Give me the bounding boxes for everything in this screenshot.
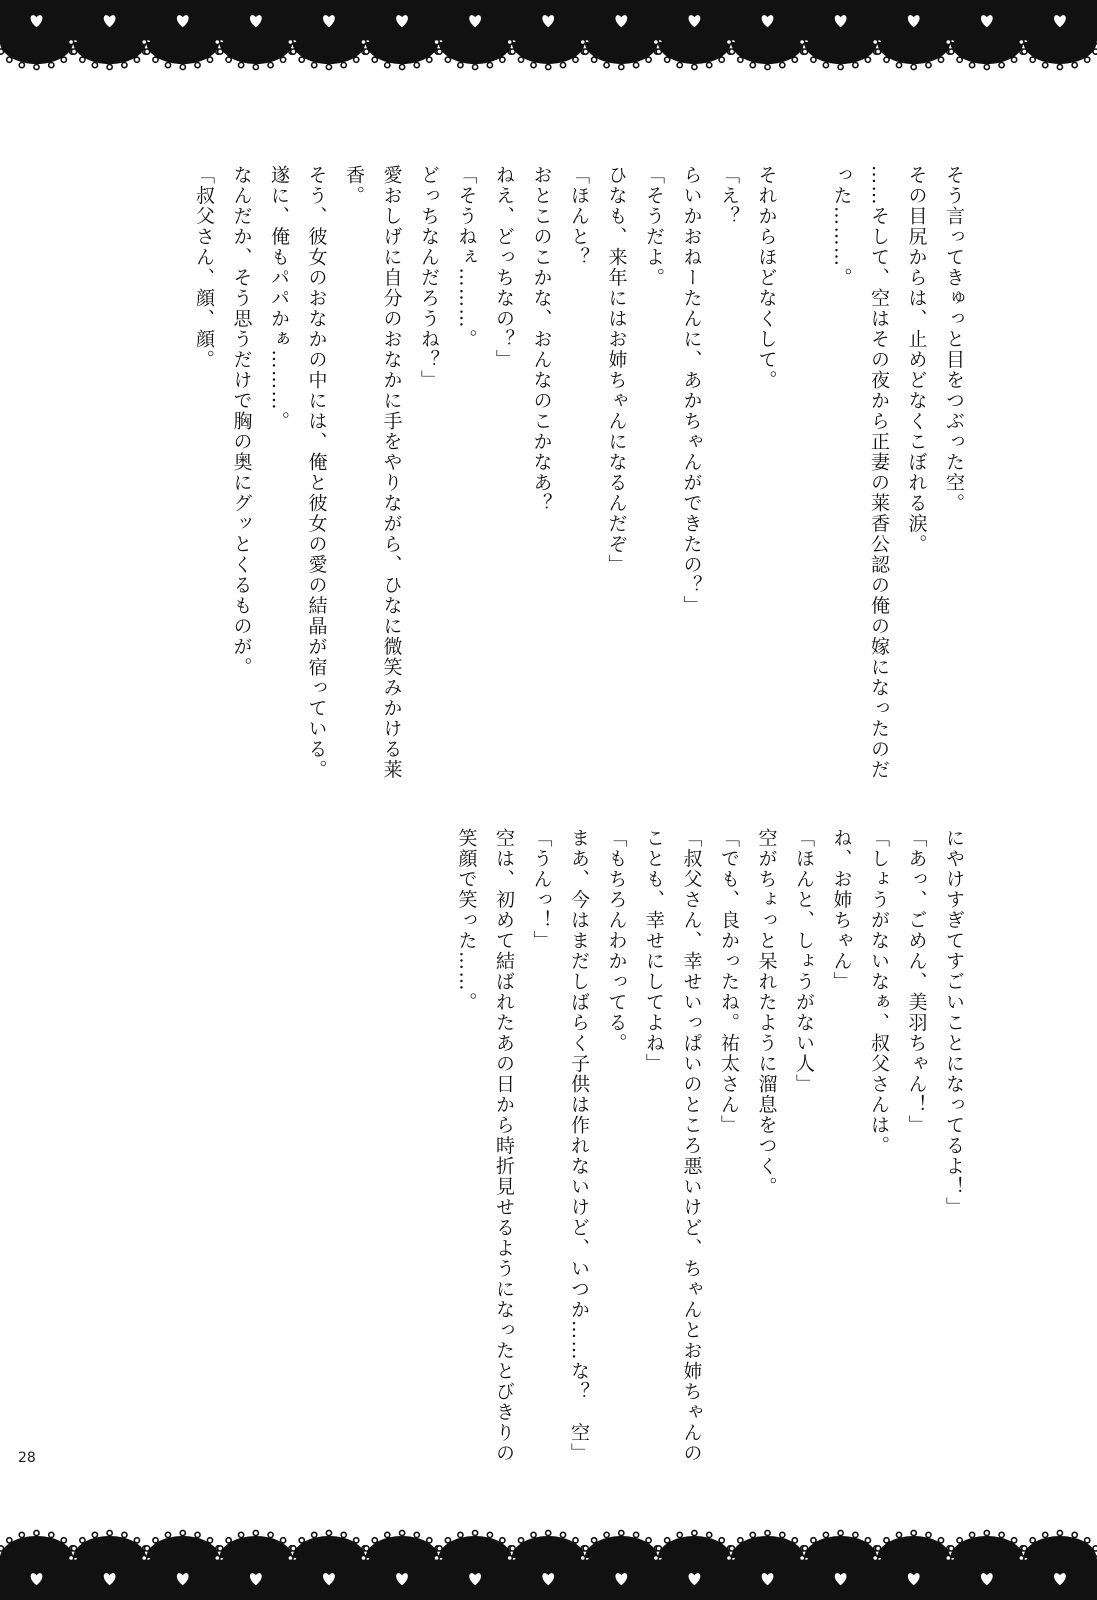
lace-bead [1022,49,1027,54]
lace-bead [71,1546,76,1551]
lace-bead [122,63,127,68]
lace-bead [458,63,463,68]
lace-bead [414,1532,419,1537]
lace-bead [427,57,432,62]
lace-bead [604,63,609,68]
lace-bead [800,39,805,44]
lace-bead [434,1555,439,1560]
lace-bead [142,1555,147,1560]
lace-bead [326,1530,331,1535]
lace-bead [0,1546,3,1551]
text-line: 遂に、俺もパパかぁ………。 [268,165,290,432]
lace-bead [646,57,651,62]
scallop-row [0,39,1097,69]
lace-bead [268,63,273,68]
lace-bead [926,1532,931,1537]
text-line: なんだか、そう思うだけで胸の奥にグッとくるものが。 [230,165,253,678]
lace-bead [487,63,492,68]
lace-bead [215,1555,220,1560]
lace-bead [207,57,212,62]
lace-bead [583,1546,588,1551]
lace-bead [268,1532,273,1537]
text-line: ね、お姉ちゃん」 [830,828,853,992]
lace-bead [738,1538,743,1543]
lace-bead [239,1532,244,1537]
text-line: 空がちょっと呆れたように溜息をつく。 [755,828,778,1197]
lace-bead [634,1532,639,1537]
lace-bead [580,1555,585,1560]
lace-bead [949,1546,954,1551]
lace-bead [92,63,97,68]
lace-bead [738,57,743,62]
lace-bead [487,1532,492,1537]
lace-bead [288,39,293,44]
lace-bead [445,1538,450,1543]
lace-bead [719,1538,724,1543]
lace-bead [122,1532,127,1537]
text-line: 「しょうがないなぁ、叔父さんは。 [868,828,890,1156]
lace-bead [1019,39,1024,44]
lace-bead [1030,57,1035,62]
lace-bead [838,1530,843,1535]
lace-bead [107,64,112,69]
text-line: 香。 [343,165,365,206]
lace-bead [207,1538,212,1543]
text-line: 愛おしげに自分のおなかに手をやりながら、ひなに微笑みかける莱 [380,165,403,780]
lace-bead [677,1532,682,1537]
lace-bead [361,39,366,44]
text-line: ねえ、どっちなの？」 [493,165,515,370]
text-line: った………。 [830,165,853,288]
lace-bead [634,63,639,68]
lace-bead [949,49,954,54]
lace-bead [811,57,816,62]
lace-bead [780,63,785,68]
lace-bead [546,64,551,69]
lace-bead [1057,64,1062,69]
lace-bead [34,64,39,69]
lace-bead [354,57,359,62]
text-line: まあ、今はまだしばらく子供は作れないけど、いつか……な？ 空」 [568,828,590,1464]
lace-bead [218,1546,223,1551]
text-line: 「叔父さん、幸せいっぱいのところ悪いけど、ちゃんとお姉ちゃんの [680,828,703,1464]
lace-bead [288,1555,293,1560]
lace-bead [865,57,870,62]
lace-bead [7,1538,12,1543]
text-line: にやけすぎてすごいことになってるよ！」 [943,828,965,1218]
lace-bead [0,49,3,54]
lace-bead [145,49,150,54]
lace-bead [49,63,54,68]
text-line: そう、彼女のおなかの中には、俺と彼女の愛の結晶が宿っている。 [305,165,328,780]
lace-bead [364,49,369,54]
lace-bead [165,63,170,68]
lace-bead [92,1532,97,1537]
lace-bead [226,57,231,62]
lace-bead [473,64,478,69]
lace-bead [253,64,258,69]
lace-bead [0,1555,1,1560]
bottom-lace-border [0,1520,1097,1600]
text-line: 「あっ、ごめん、美羽ちゃん！」 [905,828,928,1136]
lace-bead [71,49,76,54]
lace-bead [838,64,843,69]
lace-bead [69,39,74,44]
lace-bead [385,1532,390,1537]
lace-bead [692,1530,697,1535]
lace-bead [134,1538,139,1543]
lace-bead [500,1538,505,1543]
lace-bead [180,1530,185,1535]
lace-bead [312,1532,317,1537]
lace-bead [195,63,200,68]
lace-bead [507,39,512,44]
lace-bead [750,63,755,68]
lace-bead [445,57,450,62]
text-line: それからほどなくして。 [755,165,778,391]
lace-bead [780,1532,785,1537]
lace-bead [80,57,85,62]
lace-bead [1012,57,1017,62]
page-number: 28 [18,1450,36,1466]
lace-bead [518,57,523,62]
lace-bead [719,57,724,62]
lace-bead [1085,1538,1090,1543]
lace-bead [364,1546,369,1551]
lace-bead [372,57,377,62]
lace-bead [354,1538,359,1543]
lace-bead [1043,1532,1048,1537]
text-line: ひなも、来年にはお姉ちゃんになるんだぞ」 [605,165,628,575]
lace-bead [434,39,439,44]
lace-bead [195,1532,200,1537]
lace-bead [729,49,734,54]
lace-bead [400,1530,405,1535]
lace-bead [473,1530,478,1535]
text-line: どっちなんだろうね？」 [418,165,440,391]
text-line: 「え？ [718,165,740,227]
lace-bead [437,49,442,54]
lace-bead [911,64,916,69]
lace-bead [619,64,624,69]
lace-bead [142,39,147,44]
lace-bead [957,1538,962,1543]
lace-bead [1072,63,1077,68]
text-line [785,165,823,775]
scallop-row [0,1530,1097,1560]
lace-bead [999,1532,1004,1537]
lace-bead [61,57,66,62]
lace-bead [531,63,536,68]
lace-bead [215,39,220,44]
lace-bead [677,63,682,68]
text-line: 「でも、良かったね。祐太さん」 [718,828,740,1136]
lace-bead [0,39,1,44]
lace-bead [226,1538,231,1543]
lace-bead [19,63,24,68]
lace-bead [518,1538,523,1543]
lace-bead [802,1546,807,1551]
lace-bead [372,1538,377,1543]
lace-bead [646,1538,651,1543]
lace-bead [946,39,951,44]
lace-bead [984,64,989,69]
lace-bead [341,63,346,68]
text-line: ことも、幸せにしてよね」 [643,828,665,1074]
lace-bead [510,49,515,54]
lace-bead [61,1538,66,1543]
lace-bead [896,63,901,68]
text-line: 笑顔で笑った……。 [455,828,478,1013]
lace-bead [656,49,661,54]
lace-bead [865,1538,870,1543]
lace-bead [458,1532,463,1537]
lace-bead [653,1555,658,1560]
lace-bead [876,49,881,54]
lace-bead [823,63,828,68]
lace-bead [437,1546,442,1551]
lace-bead [145,1546,150,1551]
lace-bead [884,1538,889,1543]
lace-bead [312,63,317,68]
lace-bead [1043,63,1048,68]
lace-bead [80,1538,85,1543]
text-line: 「もちろんわかってる。 [605,828,628,1054]
lace-bead [750,1532,755,1537]
lace-bead [1057,1530,1062,1535]
lace-bead [802,49,807,54]
lace-bead [729,1546,734,1551]
lace-bead [153,1538,158,1543]
lace-bead [665,57,670,62]
text-line: 「うんっ！」 [530,828,553,951]
lace-bead [427,1538,432,1543]
lace-bead [341,1532,346,1537]
lace-bead [800,1555,805,1560]
lace-bead [811,1538,816,1543]
lace-bead [583,49,588,54]
lace-bead [946,1555,951,1560]
lace-bead [823,1532,828,1537]
lace-bead [34,1530,39,1535]
lace-bead [726,1555,731,1560]
text-line: 「叔父さん、顔、顔。 [193,165,215,370]
lace-bead [1093,1546,1097,1551]
lace-bead [180,64,185,69]
lace-bead [560,1532,565,1537]
lace-bead [1072,1532,1077,1537]
lace-bead [291,1546,296,1551]
lace-bead [560,63,565,68]
lace-bead [291,49,296,54]
lace-bead [361,1555,366,1560]
lace-bead [692,64,697,69]
lace-bead [531,1532,536,1537]
lace-bead [507,1555,512,1560]
lace-bead [896,1532,901,1537]
lace-bead [970,63,975,68]
lace-bead [1022,1546,1027,1551]
lace-bead [884,57,889,62]
lace-bead [414,63,419,68]
story-text-upper [185,165,973,780]
lace-bead [281,1538,286,1543]
text-line: ……そして、空はその夜から正妻の莱香公認の俺の嫁になったのだ [868,165,890,780]
lace-bead [707,1532,712,1537]
lace-bead [665,1538,670,1543]
lace-bead [134,57,139,62]
lace-bead [873,39,878,44]
lace-bead [1093,49,1097,54]
text-line: その目尻からは、止めどなくこぼれる涙。 [905,165,928,555]
lace-bead [592,1538,597,1543]
lace-bead [573,57,578,62]
lace-bead [873,1555,878,1560]
lace-bead [400,64,405,69]
lace-bead [49,1532,54,1537]
lace-bead [239,63,244,68]
text-line: らいかおねーたんに、あかちゃんができたの？」 [680,165,703,616]
lace-bead [1012,1538,1017,1543]
lace-bead [153,57,158,62]
lace-bead [7,57,12,62]
lace-bead [580,39,585,44]
lace-bead [938,57,943,62]
lace-bead [653,39,658,44]
lace-bead [765,64,770,69]
text-line: 空は、初めて結ばれたあの日から時折見せるようになったとびきりの [493,828,515,1464]
lace-bead [926,63,931,68]
story-text-lower [447,828,972,1464]
lace-bead [970,1532,975,1537]
lace-bead [326,64,331,69]
lace-bead [938,1538,943,1543]
lace-bead [253,1530,258,1535]
lace-bead [876,1546,881,1551]
lace-bead [1085,57,1090,62]
lace-bead [573,1538,578,1543]
lace-bead [853,1532,858,1537]
lace-bead [299,57,304,62]
lace-bead [999,63,1004,68]
lace-bead [19,1532,24,1537]
lace-bead [853,63,858,68]
text-line: 「そうだよ。 [643,165,665,288]
lace-bead [510,1546,515,1551]
lace-bead [656,1546,661,1551]
top-lace-border [0,0,1097,80]
text-line: おとこのこかな、おんなのこかなあ？ [530,165,553,514]
lace-bead [69,1555,74,1560]
lace-bead [1030,1538,1035,1543]
lace-bead [792,1538,797,1543]
lace-bead [619,1530,624,1535]
text-line: 「そうねぇ………。 [455,165,478,350]
lace-bead [1019,1555,1024,1560]
lace-bead [165,1532,170,1537]
text-line: 「ほんと？ [568,165,590,268]
lace-bead [957,57,962,62]
lace-bead [500,57,505,62]
lace-bead [792,57,797,62]
lace-bead [911,1530,916,1535]
lace-bead [385,63,390,68]
text-line: 「ほんと、しょうがない人」 [793,828,815,1095]
lace-bead [592,57,597,62]
lace-bead [765,1530,770,1535]
lace-bead [546,1530,551,1535]
lace-bead [107,1530,112,1535]
lace-bead [218,49,223,54]
lace-bead [299,1538,304,1543]
lace-bead [281,57,286,62]
text-line: そう言ってきゅっと目をつぶった空。 [943,165,965,514]
lace-bead [604,1532,609,1537]
lace-bead [984,1530,989,1535]
lace-bead [726,39,731,44]
lace-bead [707,63,712,68]
